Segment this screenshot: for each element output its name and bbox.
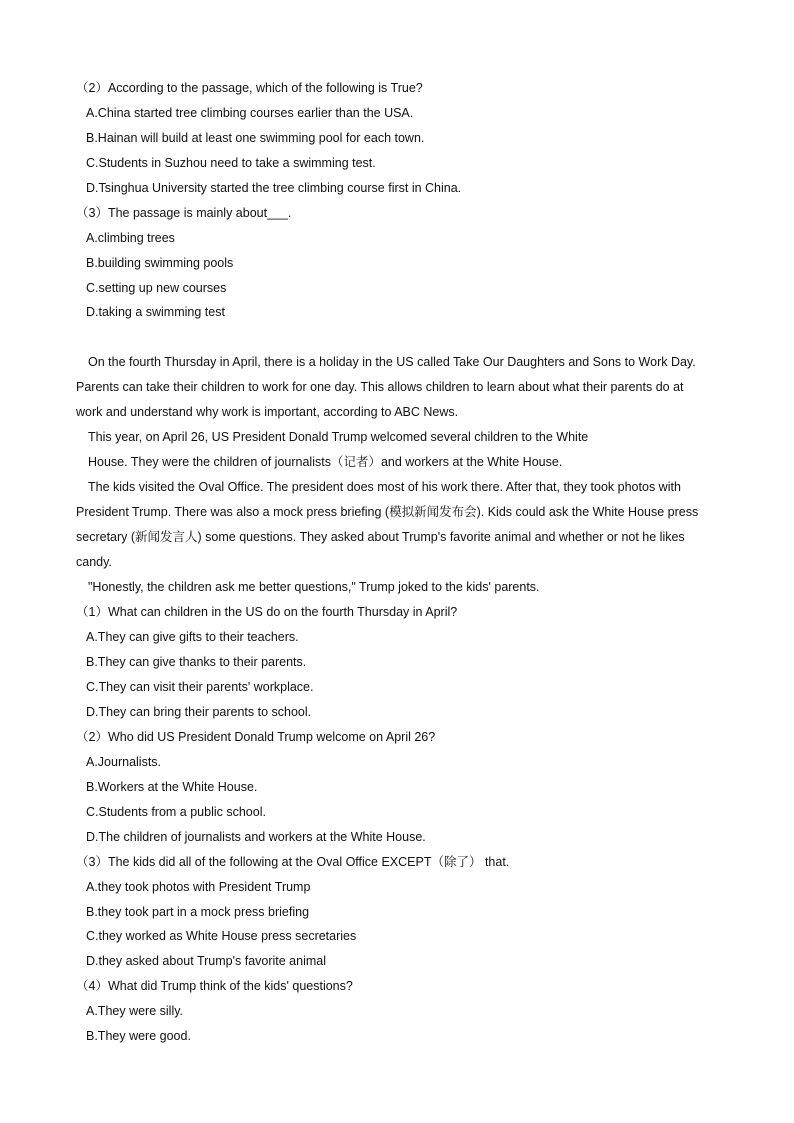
option-b: B.They were good.	[86, 1029, 191, 1043]
passage-line: "Honestly, the children ask me better questions," Trump joked to the kids' parents.	[88, 580, 540, 594]
option-d: D.They can bring their parents to school.	[86, 705, 312, 719]
option-a: A.China started tree climbing courses earlier than the USA.	[86, 106, 414, 120]
passage-line: On the fourth Thursday in April, there is a holiday in the US called Take Our Daughters and Sons to Work Day.	[88, 355, 696, 369]
passage-line: This year, on April 26, US President Donald Trump welcomed several children to the White	[88, 430, 589, 444]
option-c: C.They can visit their parents' workplace.	[86, 680, 314, 694]
question-stem: （3）The passage is mainly about___.	[76, 206, 292, 220]
passage-line: House. They were the children of journalists（记者）and workers at the White House.	[88, 455, 563, 469]
question-stem: （2）Who did US President Donald Trump welcome on April 26?	[76, 730, 436, 744]
question-stem: （2）According to the passage, which of the following is True?	[76, 81, 423, 95]
question-stem: （1）What can children in the US do on the fourth Thursday in April?	[76, 605, 458, 619]
option-b: B.Workers at the White House.	[86, 780, 258, 794]
passage-line: Parents can take their children to work for one day. This allows children to learn about what their parents do at	[76, 380, 684, 394]
question-stem: （3）The kids did all of the following at the Oval Office EXCEPT（除了） that.	[76, 855, 510, 869]
option-c: C.Students in Suzhou need to take a swimming test.	[86, 156, 376, 170]
option-c: C.they worked as White House press secretaries	[86, 929, 357, 943]
option-d: D.taking a swimming test	[86, 305, 225, 319]
option-b: B.they took part in a mock press briefing	[86, 905, 310, 919]
option-c: C.Students from a public school.	[86, 805, 266, 819]
option-d: D.Tsinghua University started the tree climbing course first in China.	[86, 181, 462, 195]
option-a: A.Journalists.	[86, 755, 162, 769]
question-stem: （4）What did Trump think of the kids' questions?	[76, 979, 353, 993]
option-b: B.building swimming pools	[86, 256, 234, 270]
option-d: D.they asked about Trump's favorite animal	[86, 954, 327, 968]
passage-line: secretary (新闻发言人) some questions. They asked about Trump's favorite animal and whether or not he likes	[76, 530, 685, 544]
option-a: A.they took photos with President Trump	[86, 880, 311, 894]
passage-line: The kids visited the Oval Office. The president does most of his work there. After that, they took photos with	[88, 480, 681, 494]
option-a: A.They can give gifts to their teachers.	[86, 630, 299, 644]
passage-line: work and understand why work is important, according to ABC News.	[76, 405, 459, 419]
option-c: C.setting up new courses	[86, 281, 227, 295]
option-b: B.Hainan will build at least one swimming pool for each town.	[86, 131, 425, 145]
option-a: A.climbing trees	[86, 231, 175, 245]
passage-line: candy.	[76, 555, 112, 569]
option-d: D.The children of journalists and workers at the White House.	[86, 830, 426, 844]
passage-line: President Trump. There was also a mock press briefing (模拟新闻发布会). Kids could ask the White House press	[76, 505, 699, 519]
option-b: B.They can give thanks to their parents.	[86, 655, 307, 669]
option-a: A.They were silly.	[86, 1004, 184, 1018]
